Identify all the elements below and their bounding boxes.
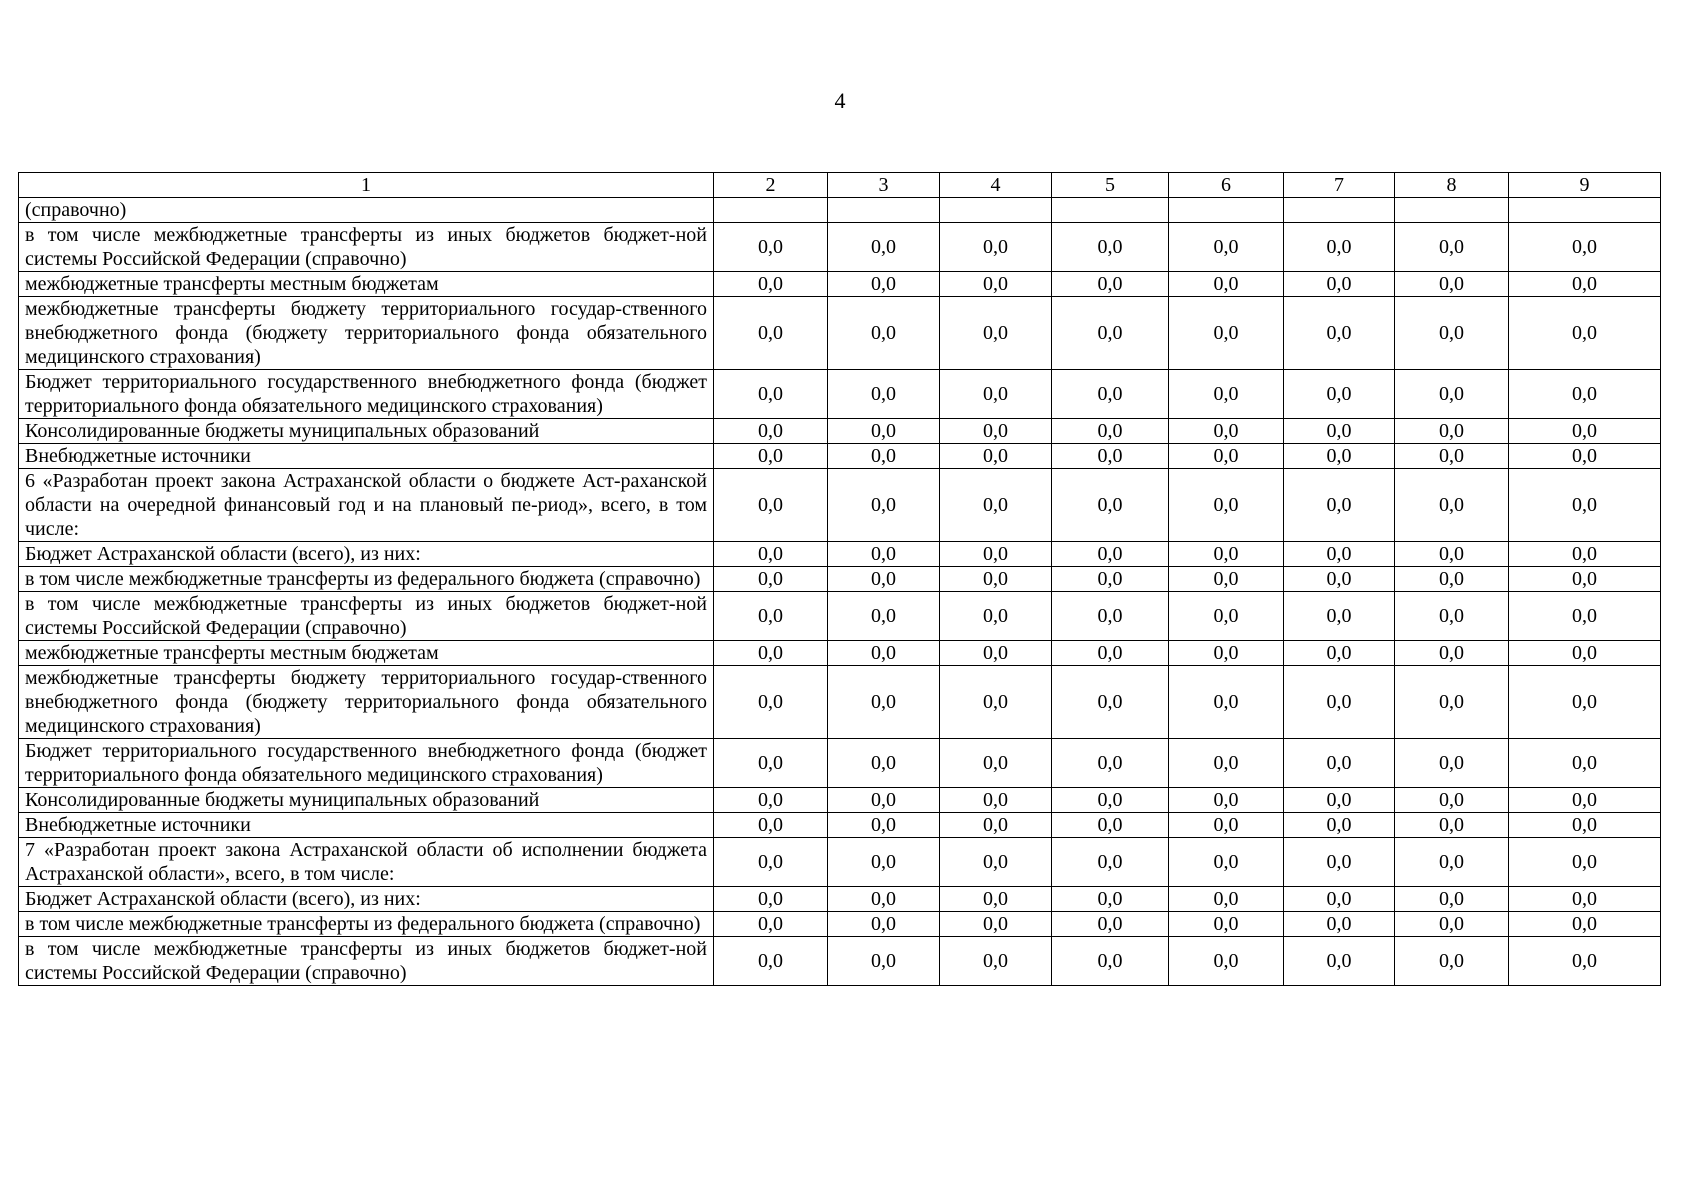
value-cell: 0,0 (828, 469, 940, 542)
row-label: 6 «Разработан проект закона Астраханской области о бюджете Аст-раханской области на очередной финансовый год и на плановый пе-риод», всего, в том числе: (19, 469, 714, 542)
value-cell: 0,0 (714, 542, 828, 567)
value-cell: 0,0 (1395, 567, 1509, 592)
value-cell: 0,0 (828, 444, 940, 469)
value-cell: 0,0 (940, 469, 1052, 542)
value-cell: 0,0 (1052, 813, 1169, 838)
value-cell: 0,0 (1284, 272, 1395, 297)
value-cell: 0,0 (1284, 469, 1395, 542)
table-row (19, 469, 1661, 542)
value-cell: 0,0 (1052, 469, 1169, 542)
value-cell: 0,0 (1169, 469, 1284, 542)
value-cell: 0,0 (1052, 937, 1169, 986)
value-cell: 0,0 (1052, 297, 1169, 370)
value-cell: 0,0 (714, 813, 828, 838)
value-cell: 0,0 (828, 788, 940, 813)
value-cell (1052, 198, 1169, 223)
value-cell: 0,0 (1052, 542, 1169, 567)
value-cell: 0,0 (714, 937, 828, 986)
value-cell: 0,0 (1509, 592, 1661, 641)
value-cell: 0,0 (1169, 641, 1284, 666)
value-cell: 0,0 (828, 937, 940, 986)
value-cell: 0,0 (940, 542, 1052, 567)
row-label: межбюджетные трансферты местным бюджетам (19, 272, 714, 297)
value-cell: 0,0 (1284, 419, 1395, 444)
column-header: 3 (828, 173, 940, 198)
value-cell: 0,0 (1395, 937, 1509, 986)
value-cell: 0,0 (1284, 641, 1395, 666)
value-cell: 0,0 (1052, 838, 1169, 887)
value-cell: 0,0 (1052, 567, 1169, 592)
row-label: (справочно) (19, 198, 714, 223)
value-cell: 0,0 (828, 641, 940, 666)
value-cell: 0,0 (1052, 887, 1169, 912)
table-row (19, 937, 1661, 986)
value-cell: 0,0 (1284, 788, 1395, 813)
value-cell: 0,0 (1395, 838, 1509, 887)
value-cell: 0,0 (1284, 838, 1395, 887)
value-cell: 0,0 (940, 813, 1052, 838)
value-cell: 0,0 (828, 419, 940, 444)
row-label: Консолидированные бюджеты муниципальных образований (19, 788, 714, 813)
column-header: 4 (940, 173, 1052, 198)
value-cell: 0,0 (1052, 223, 1169, 272)
value-cell: 0,0 (1169, 739, 1284, 788)
value-cell: 0,0 (828, 887, 940, 912)
value-cell: 0,0 (714, 912, 828, 937)
value-cell: 0,0 (828, 272, 940, 297)
value-cell (1169, 198, 1284, 223)
table-row (19, 912, 1661, 937)
value-cell: 0,0 (828, 223, 940, 272)
value-cell: 0,0 (940, 887, 1052, 912)
value-cell: 0,0 (1509, 297, 1661, 370)
value-cell: 0,0 (714, 641, 828, 666)
value-cell: 0,0 (714, 223, 828, 272)
value-cell: 0,0 (1169, 813, 1284, 838)
value-cell (714, 198, 828, 223)
value-cell: 0,0 (1284, 370, 1395, 419)
row-label: Бюджет территориального государственного внебюджетного фонда (бюджет территориального фонда обязательного медицинского страхования) (19, 370, 714, 419)
value-cell: 0,0 (828, 297, 940, 370)
value-cell: 0,0 (940, 666, 1052, 739)
value-cell: 0,0 (1509, 542, 1661, 567)
column-header: 8 (1395, 173, 1509, 198)
value-cell: 0,0 (1509, 813, 1661, 838)
row-label: Консолидированные бюджеты муниципальных образований (19, 419, 714, 444)
table-row (19, 272, 1661, 297)
value-cell (1509, 198, 1661, 223)
table-row (19, 223, 1661, 272)
page-number: 4 (834, 88, 846, 113)
column-header: 1 (19, 173, 714, 198)
value-cell: 0,0 (1509, 912, 1661, 937)
row-label: межбюджетные трансферты местным бюджетам (19, 641, 714, 666)
value-cell: 0,0 (1395, 912, 1509, 937)
table-row (19, 739, 1661, 788)
value-cell: 0,0 (1509, 788, 1661, 813)
table-row (19, 567, 1661, 592)
table-row (19, 542, 1661, 567)
table-row (19, 813, 1661, 838)
value-cell (828, 198, 940, 223)
value-cell: 0,0 (940, 297, 1052, 370)
value-cell: 0,0 (1052, 370, 1169, 419)
value-cell: 0,0 (1169, 542, 1284, 567)
value-cell: 0,0 (1509, 838, 1661, 887)
value-cell: 0,0 (1284, 223, 1395, 272)
value-cell: 0,0 (940, 788, 1052, 813)
value-cell: 0,0 (1395, 272, 1509, 297)
column-header: 6 (1169, 173, 1284, 198)
value-cell: 0,0 (1169, 838, 1284, 887)
value-cell: 0,0 (1169, 272, 1284, 297)
row-label: в том числе межбюджетные трансферты из иных бюджетов бюджет-ной системы Российской Федерации (справочно) (19, 592, 714, 641)
row-label: Бюджет Астраханской области (всего), из них: (19, 887, 714, 912)
value-cell: 0,0 (1509, 223, 1661, 272)
value-cell: 0,0 (940, 444, 1052, 469)
value-cell: 0,0 (714, 739, 828, 788)
value-cell: 0,0 (828, 912, 940, 937)
value-cell: 0,0 (940, 838, 1052, 887)
value-cell: 0,0 (1509, 469, 1661, 542)
value-cell: 0,0 (1284, 297, 1395, 370)
value-cell: 0,0 (1052, 592, 1169, 641)
row-label: Бюджет территориального государственного внебюджетного фонда (бюджет территориального фонда обязательного медицинского страхования) (19, 739, 714, 788)
value-cell: 0,0 (1169, 666, 1284, 739)
value-cell: 0,0 (1169, 788, 1284, 813)
value-cell: 0,0 (1395, 641, 1509, 666)
value-cell: 0,0 (714, 788, 828, 813)
value-cell: 0,0 (1052, 272, 1169, 297)
table-row (19, 297, 1661, 370)
value-cell: 0,0 (1509, 567, 1661, 592)
table-row (19, 592, 1661, 641)
column-header: 9 (1509, 173, 1661, 198)
value-cell: 0,0 (828, 592, 940, 641)
value-cell: 0,0 (1509, 641, 1661, 666)
value-cell: 0,0 (1284, 912, 1395, 937)
value-cell: 0,0 (714, 419, 828, 444)
value-cell: 0,0 (714, 887, 828, 912)
table-row (19, 444, 1661, 469)
value-cell: 0,0 (1169, 297, 1284, 370)
value-cell: 0,0 (714, 444, 828, 469)
value-cell: 0,0 (828, 370, 940, 419)
value-cell: 0,0 (1509, 887, 1661, 912)
value-cell: 0,0 (1395, 444, 1509, 469)
column-header: 2 (714, 173, 828, 198)
value-cell: 0,0 (828, 838, 940, 887)
value-cell: 0,0 (1169, 223, 1284, 272)
value-cell: 0,0 (1509, 444, 1661, 469)
row-label: в том числе межбюджетные трансферты из иных бюджетов бюджет-ной системы Российской Федерации (справочно) (19, 223, 714, 272)
table-row (19, 887, 1661, 912)
value-cell: 0,0 (1052, 912, 1169, 937)
value-cell: 0,0 (940, 641, 1052, 666)
value-cell: 0,0 (828, 542, 940, 567)
value-cell: 0,0 (1052, 641, 1169, 666)
value-cell: 0,0 (1284, 739, 1395, 788)
value-cell: 0,0 (1395, 788, 1509, 813)
value-cell (1284, 198, 1395, 223)
value-cell: 0,0 (1395, 223, 1509, 272)
value-cell: 0,0 (1052, 788, 1169, 813)
table-row (19, 198, 1661, 223)
table-row (19, 666, 1661, 739)
value-cell: 0,0 (1395, 887, 1509, 912)
table-row (19, 641, 1661, 666)
value-cell: 0,0 (1395, 370, 1509, 419)
value-cell: 0,0 (1509, 272, 1661, 297)
value-cell: 0,0 (1509, 419, 1661, 444)
value-cell: 0,0 (940, 370, 1052, 419)
value-cell: 0,0 (1395, 666, 1509, 739)
column-header: 7 (1284, 173, 1395, 198)
value-cell: 0,0 (1169, 937, 1284, 986)
value-cell: 0,0 (1509, 739, 1661, 788)
value-cell: 0,0 (828, 567, 940, 592)
value-cell: 0,0 (1169, 370, 1284, 419)
row-label: в том числе межбюджетные трансферты из федерального бюджета (справочно) (19, 912, 714, 937)
value-cell: 0,0 (1284, 887, 1395, 912)
row-label: межбюджетные трансферты бюджету территориального государ-ственного внебюджетного фонда (бюджету территориального фонда обязательного медицинского страхования) (19, 297, 714, 370)
value-cell: 0,0 (1169, 592, 1284, 641)
value-cell: 0,0 (1395, 739, 1509, 788)
value-cell: 0,0 (1395, 469, 1509, 542)
row-label: в том числе межбюджетные трансферты из федерального бюджета (справочно) (19, 567, 714, 592)
value-cell: 0,0 (940, 912, 1052, 937)
value-cell: 0,0 (828, 739, 940, 788)
value-cell: 0,0 (1395, 813, 1509, 838)
value-cell: 0,0 (940, 419, 1052, 444)
value-cell: 0,0 (1395, 419, 1509, 444)
value-cell: 0,0 (1284, 592, 1395, 641)
value-cell: 0,0 (1284, 937, 1395, 986)
value-cell: 0,0 (1169, 567, 1284, 592)
row-label: межбюджетные трансферты бюджету территориального государ-ственного внебюджетного фонда (бюджету территориального фонда обязательного медицинского страхования) (19, 666, 714, 739)
row-label: 7 «Разработан проект закона Астраханской области об исполнении бюджета Астраханской области», всего, в том числе: (19, 838, 714, 887)
value-cell: 0,0 (940, 567, 1052, 592)
value-cell: 0,0 (940, 739, 1052, 788)
value-cell: 0,0 (714, 370, 828, 419)
value-cell: 0,0 (1052, 666, 1169, 739)
value-cell: 0,0 (714, 592, 828, 641)
value-cell: 0,0 (1509, 666, 1661, 739)
row-label: Внебюджетные источники (19, 444, 714, 469)
value-cell: 0,0 (940, 592, 1052, 641)
column-header: 5 (1052, 173, 1169, 198)
budget-table (18, 172, 1661, 986)
table-row (19, 788, 1661, 813)
value-cell: 0,0 (1395, 592, 1509, 641)
row-label: Внебюджетные источники (19, 813, 714, 838)
value-cell: 0,0 (940, 937, 1052, 986)
value-cell: 0,0 (714, 838, 828, 887)
value-cell: 0,0 (1169, 912, 1284, 937)
value-cell: 0,0 (1395, 297, 1509, 370)
table-row (19, 838, 1661, 887)
value-cell: 0,0 (1169, 419, 1284, 444)
value-cell: 0,0 (714, 666, 828, 739)
row-label: Бюджет Астраханской области (всего), из них: (19, 542, 714, 567)
table-row (19, 419, 1661, 444)
table-row (19, 370, 1661, 419)
value-cell: 0,0 (828, 666, 940, 739)
value-cell (940, 198, 1052, 223)
value-cell: 0,0 (940, 223, 1052, 272)
value-cell: 0,0 (828, 813, 940, 838)
value-cell: 0,0 (1509, 937, 1661, 986)
value-cell: 0,0 (1395, 542, 1509, 567)
value-cell: 0,0 (714, 272, 828, 297)
row-label: в том числе межбюджетные трансферты из иных бюджетов бюджет-ной системы Российской Федерации (справочно) (19, 937, 714, 986)
value-cell: 0,0 (1052, 419, 1169, 444)
value-cell: 0,0 (1169, 887, 1284, 912)
value-cell: 0,0 (714, 297, 828, 370)
value-cell: 0,0 (1509, 370, 1661, 419)
value-cell: 0,0 (1284, 813, 1395, 838)
value-cell: 0,0 (714, 469, 828, 542)
value-cell: 0,0 (1284, 542, 1395, 567)
value-cell: 0,0 (1169, 444, 1284, 469)
value-cell: 0,0 (1052, 444, 1169, 469)
value-cell: 0,0 (1284, 567, 1395, 592)
value-cell: 0,0 (940, 272, 1052, 297)
value-cell: 0,0 (1284, 666, 1395, 739)
value-cell (1395, 198, 1509, 223)
value-cell: 0,0 (1052, 739, 1169, 788)
value-cell: 0,0 (1284, 444, 1395, 469)
value-cell: 0,0 (714, 567, 828, 592)
header-row (19, 173, 1661, 198)
